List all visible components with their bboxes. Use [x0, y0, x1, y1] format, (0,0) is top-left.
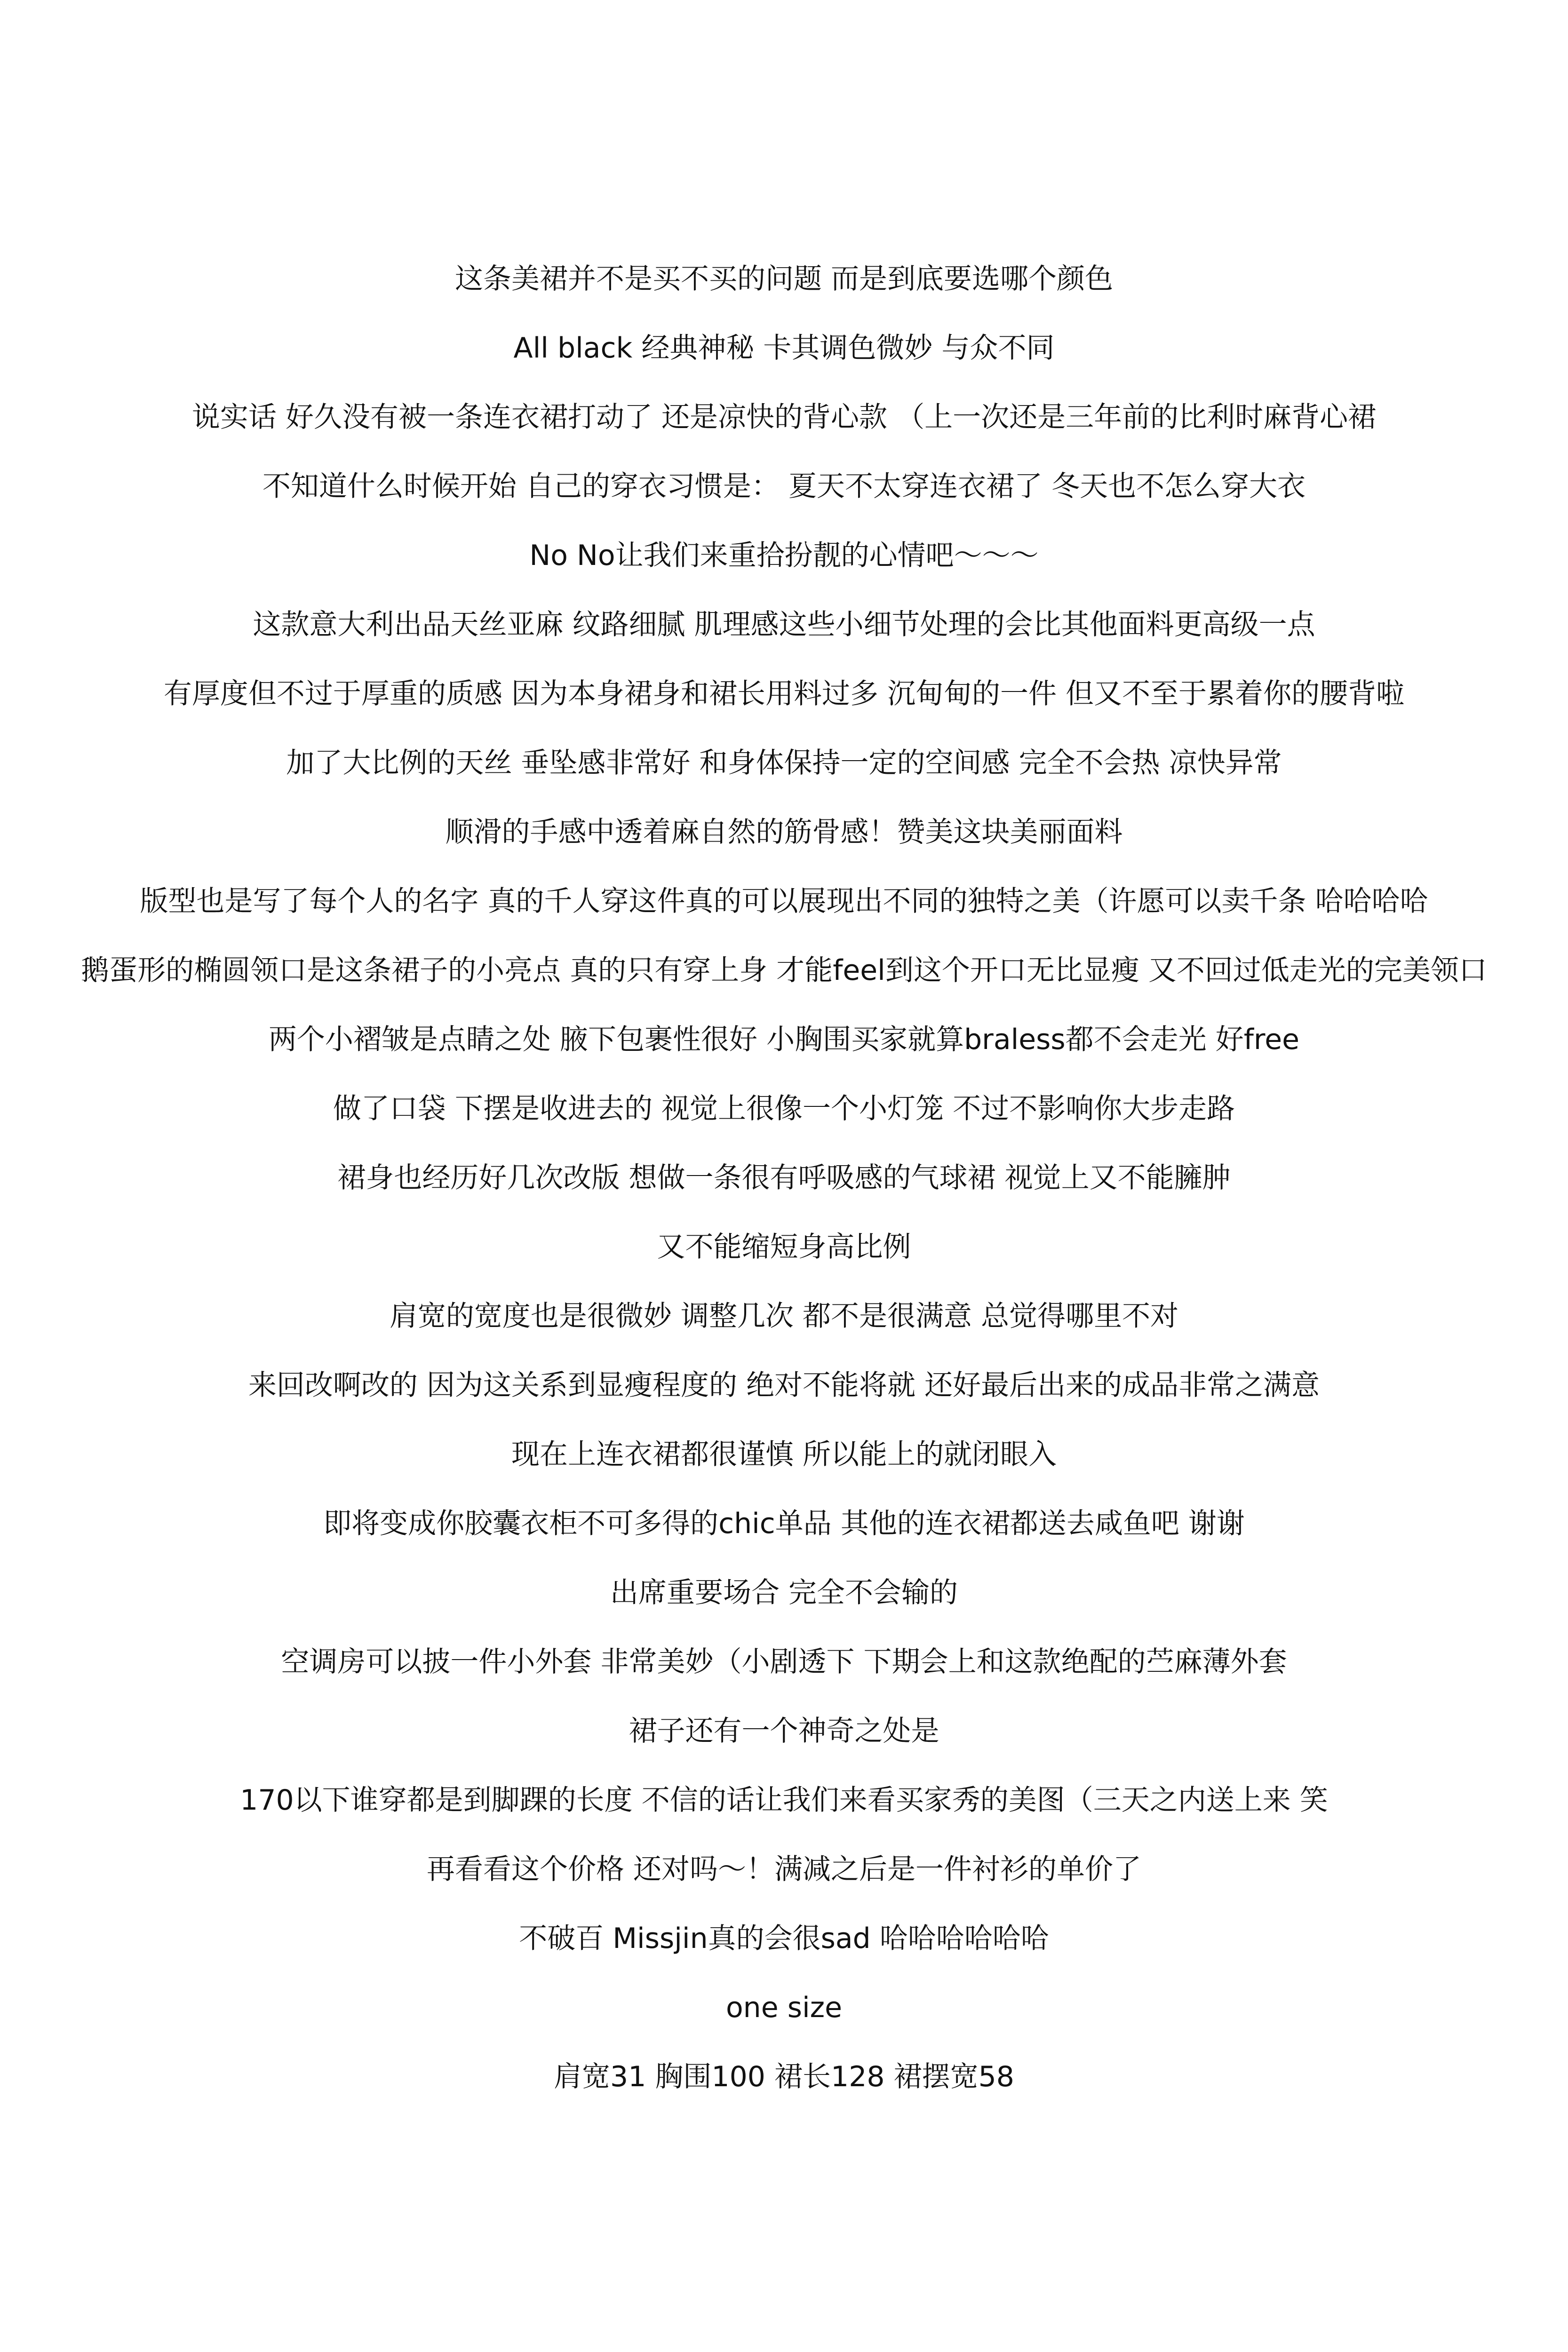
description-line: 鹅蛋形的椭圆领口是这条裙子的小亮点 真的只有穿上身 才能feel到这个开口无比显瘦 又不回过低走光的完美领口 — [81, 954, 1487, 987]
description-line: 做了口袋 下摆是收进去的 视觉上很像一个小灯笼 不过不影响你大步走路 — [333, 1092, 1235, 1125]
description-line: 不破百 Missjin真的会很sad 哈哈哈哈哈哈 — [519, 1922, 1049, 1955]
description-line: No No让我们来重拾扮靓的心情吧～～～ — [529, 539, 1039, 572]
description-line: 空调房可以披一件小外套 非常美妙（小剧透下 下期会上和这款绝配的苎麻薄外套 — [281, 1645, 1287, 1678]
description-line: 这款意大利出品天丝亚麻 纹路细腻 肌理感这些小细节处理的会比其他面料更高级一点 — [253, 608, 1315, 641]
product-description — [0, 245, 1568, 2112]
description-line: 即将变成你胶囊衣柜不可多得的chic单品 其他的连衣裙都送去咸鱼吧 谢谢 — [323, 1507, 1245, 1540]
description-line: 顺滑的手感中透着麻自然的筋骨感！赞美这块美丽面料 — [445, 816, 1123, 849]
description-line: 说实话 好久没有被一条连衣裙打动了 还是凉快的背心款 （上一次还是三年前的比利时麻背心裙 — [191, 401, 1377, 434]
description-line: 再看看这个价格 还对吗～！满减之后是一件衬衫的单价了 — [426, 1853, 1142, 1886]
description-line: 裙身也经历好几次改版 想做一条很有呼吸感的气球裙 视觉上又不能臃肿 — [337, 1161, 1231, 1194]
description-line: 加了大比例的天丝 垂坠感非常好 和身体保持一定的空间感 完全不会热 凉快异常 — [286, 747, 1282, 779]
description-line: 两个小褶皱是点睛之处 腋下包裹性很好 小胸围买家就算braless都不会走光 好free — [268, 1023, 1300, 1056]
description-line: 不知道什么时候开始 自己的穿衣习惯是： 夏天不太穿连衣裙了 冬天也不怎么穿大衣 — [262, 470, 1306, 503]
description-line: 版型也是写了每个人的名字 真的千人穿这件真的可以展现出不同的独特之美（许愿可以卖千条 哈哈哈哈 — [140, 885, 1428, 918]
size-measurements: 肩宽31 胸围100 裙长128 裙摆宽58 — [554, 2060, 1014, 2093]
description-line: 170以下谁穿都是到脚踝的长度 不信的话让我们来看买家秀的美图（三天之内送上来 笑 — [240, 1784, 1328, 1817]
description-line: 裙子还有一个神奇之处是 — [629, 1715, 939, 1748]
description-line: 来回改啊改的 因为这关系到显瘦程度的 绝对不能将就 还好最后出来的成品非常之满意 — [248, 1369, 1320, 1402]
description-line: 有厚度但不过于厚重的质感 因为本身裙身和裙长用料过多 沉甸甸的一件 但又不至于累着你的腰背啦 — [163, 677, 1405, 710]
description-line: 肩宽的宽度也是很微妙 调整几次 都不是很满意 总觉得哪里不对 — [389, 1300, 1179, 1333]
description-line: 出席重要场合 完全不会输的 — [610, 1576, 958, 1609]
size-label: one size — [725, 1991, 843, 2024]
description-line: 现在上连衣裙都很谨慎 所以能上的就闭眼入 — [511, 1438, 1057, 1471]
description-line: All black 经典神秘 卡其调色微妙 与众不同 — [513, 332, 1055, 365]
description-line: 这条美裙并不是买不买的问题 而是到底要选哪个颜色 — [454, 262, 1114, 295]
description-line: 又不能缩短身高比例 — [657, 1231, 911, 1263]
